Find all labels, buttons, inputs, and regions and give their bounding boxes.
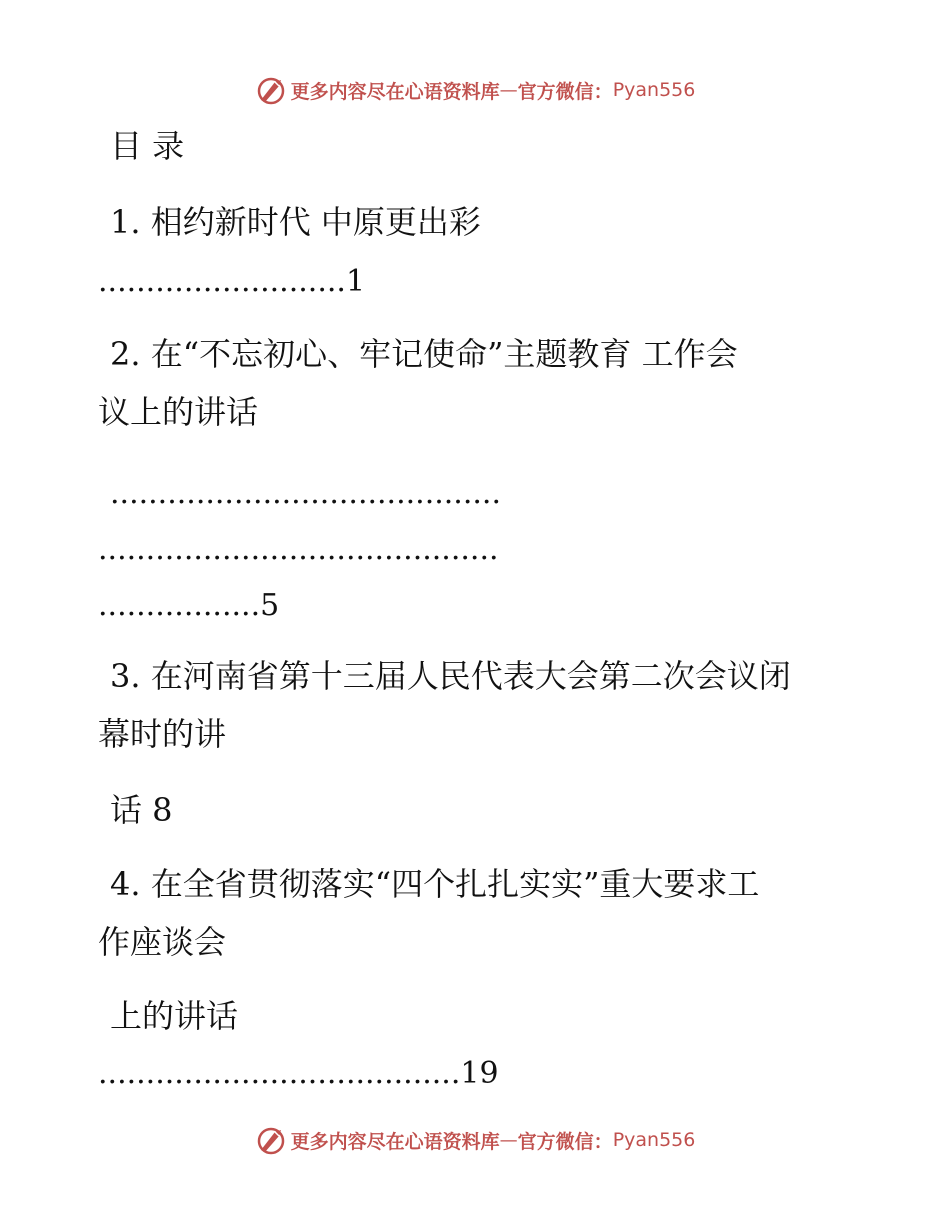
page-number: 1 xyxy=(345,264,366,299)
toc-entry-1-leader xyxy=(98,262,365,302)
toc-entry-2-leader-a: ......................................... xyxy=(110,476,501,511)
page-number: 5 xyxy=(260,588,280,623)
toc-entry-1-title: 1. 相约新时代 中原更出彩 xyxy=(110,203,481,241)
banner-separator: — xyxy=(499,1129,518,1151)
toc-title: 目 录 xyxy=(110,127,185,165)
page-number: 19 xyxy=(460,1056,499,1091)
toc-entry-4-title: 4. 在全省贯彻落实“四个扎扎实实”重大要求工 xyxy=(110,865,760,903)
pen-logo-icon xyxy=(255,1124,287,1156)
toc-entry-3-title: 3. 在河南省第十三届人民代表大会第二次会议闭 xyxy=(110,657,791,695)
toc-entry-3-title-end: 话 8 xyxy=(110,791,173,829)
toc-entry-2-leader-b: .......................................... xyxy=(98,532,499,567)
toc-entry-4-title-end: 上的讲话 xyxy=(110,997,239,1035)
toc-entry-4-leader xyxy=(98,1054,499,1094)
dot-leader: ...................................... xyxy=(98,1056,461,1091)
banner-wechat-id: Pyan556 xyxy=(612,79,696,101)
header-banner xyxy=(0,70,950,110)
toc-entry-2-title-cont: 议上的讲话 xyxy=(98,393,259,431)
pen-logo-icon xyxy=(255,74,287,106)
toc-entry-2-title: 2. 在“不忘初心、牢记使命”主题教育 工作会 xyxy=(110,335,738,373)
banner-wechat-label: 官方微信： xyxy=(517,1130,613,1153)
banner-separator: — xyxy=(499,79,518,101)
banner-wechat-label: 官方微信： xyxy=(517,80,613,103)
banner-site-text: 更多内容尽在心语资料库 xyxy=(290,80,500,103)
dot-leader: ................. xyxy=(98,588,261,623)
banner-wechat-id: Pyan556 xyxy=(612,1129,696,1151)
footer-banner xyxy=(0,1120,950,1160)
toc-entry-3-title-cont: 幕时的讲 xyxy=(98,715,227,753)
dot-leader: .......................... xyxy=(98,264,346,299)
toc-entry-2-leader-c xyxy=(98,586,279,626)
toc-entry-4-title-cont: 作座谈会 xyxy=(98,923,227,961)
banner-site-text: 更多内容尽在心语资料库 xyxy=(290,1130,500,1153)
